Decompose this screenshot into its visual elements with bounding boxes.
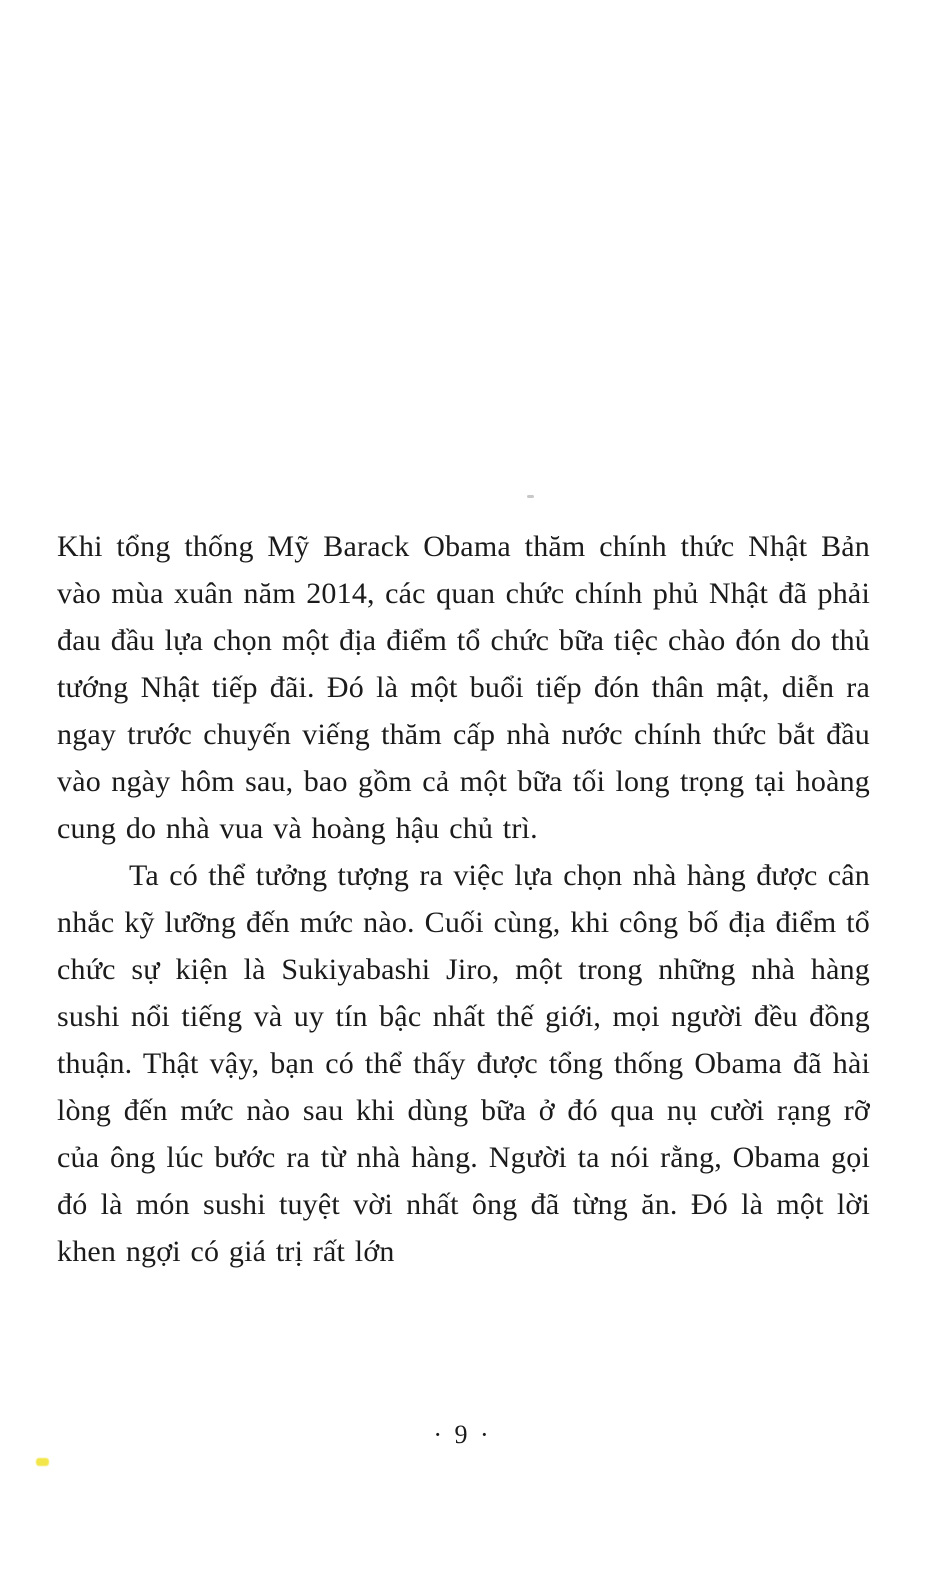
body-text xyxy=(57,523,870,1275)
paragraph: Ta có thể tưởng tượng ra việc lựa chọn nhà hàng được cân nhắc kỹ lưỡng đến mức nào. Cuối cùng, khi công bố địa điểm tổ chức sự kiện là Sukiyabashi Jiro, một trong những nhà hàng sushi nổi tiếng và uy tín bậc nhất thế giới, mọi người đều đồng thuận. Thật vậy, bạn có thể thấy được tổng thống Obama đã hài lòng đến mức nào sau khi dùng bữa ở đó qua nụ cười rạng rỡ của ông lúc bước ra từ nhà hàng. Người ta nói rằng, Obama gọi đó là món sushi tuyệt vời nhất ông đã từng ăn. Đó là một lời khen ngợi có giá trị rất lớn xyxy=(57,859,870,1268)
faint-speck xyxy=(527,495,534,498)
page-number: · 9 · xyxy=(433,1420,492,1449)
highlight-speck xyxy=(36,1458,49,1466)
paragraph: Khi tổng thống Mỹ Barack Obama thăm chính thức Nhật Bản vào mùa xuân năm 2014, các quan chức chính phủ Nhật đã phải đau đầu lựa chọn một địa điểm tổ chức bữa tiệc chào đón do thủ tướng Nhật tiếp đãi. Đó là một buổi tiếp đón thân mật, diễn ra ngay trước chuyến viếng thăm cấp nhà nước chính thức bắt đầu vào ngày hôm sau, bao gồm cả một bữa tối long trọng tại hoàng cung do nhà vua và hoàng hậu chủ trì. xyxy=(57,530,870,845)
